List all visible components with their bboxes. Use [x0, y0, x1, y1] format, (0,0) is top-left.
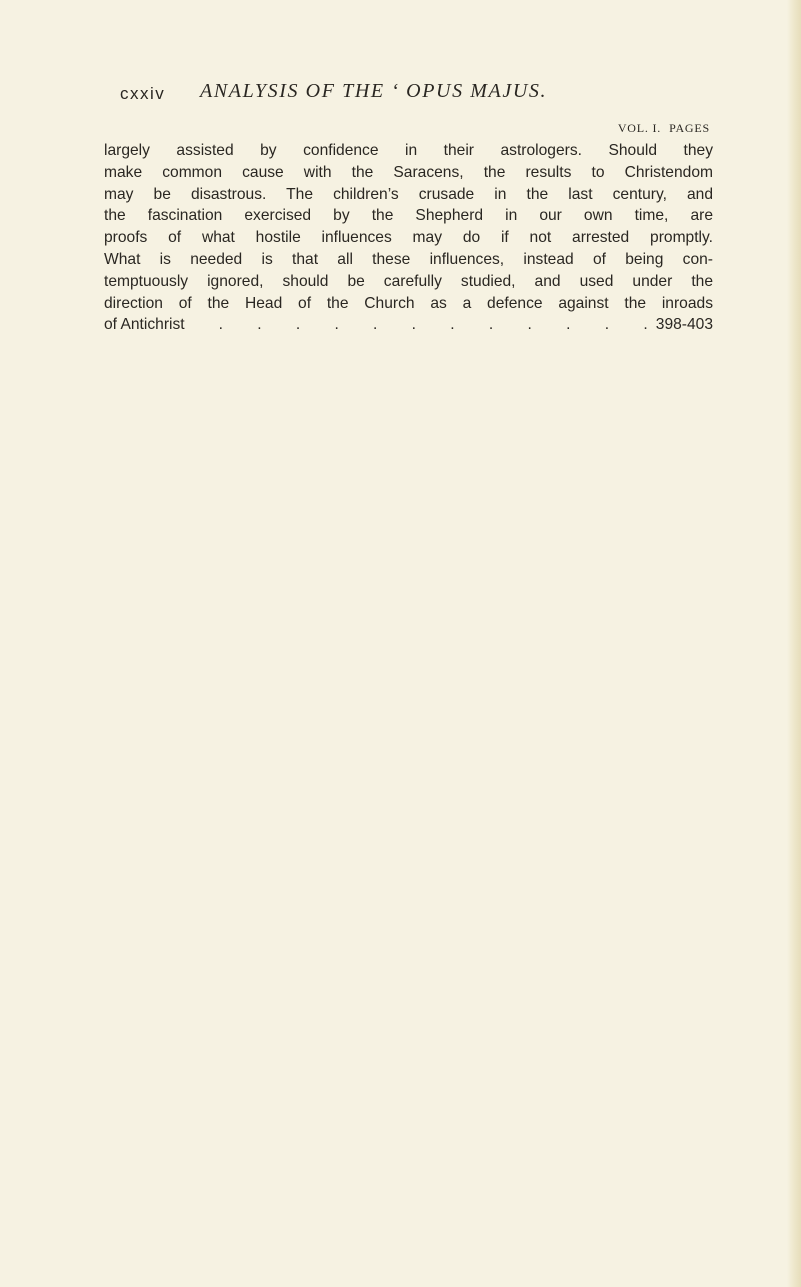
leader-dot: . — [643, 316, 648, 334]
pages-label: PAGES — [669, 121, 710, 135]
text-line: direction of the Head of the Church as a defence against the inroads — [104, 294, 713, 312]
running-head — [120, 80, 720, 110]
volume-label: VOL. I. — [617, 121, 662, 135]
leader-dot: . — [488, 316, 494, 334]
leader-dot: . — [218, 316, 223, 334]
leader-dot: . — [527, 316, 532, 334]
entry-final-line — [104, 314, 713, 336]
text-line: proofs of what hostile influences may do if not arrested promptly. — [104, 229, 713, 247]
leader-dot: . — [450, 316, 455, 334]
leader-dot: . — [604, 316, 610, 334]
text-line: make common cause with the Saracens, the results to Christendom — [104, 163, 713, 181]
text-line: temptuously ignored, should be carefully studied, and used under the — [104, 272, 713, 290]
text-line: largely assisted by confidence in their astrologers. Should they — [104, 142, 713, 159]
body-text — [104, 140, 713, 336]
leader-dot: . — [373, 316, 378, 334]
leader-dot: . — [411, 316, 416, 334]
leader-dot: . — [334, 316, 339, 334]
text-line: may be disastrous. The children’s crusade in the last century, and — [104, 185, 713, 203]
entry-final-text: of Antichrist — [104, 316, 185, 334]
page-range: 398-403 — [655, 316, 713, 334]
page-edge — [787, 0, 801, 1287]
dot-leaders — [185, 314, 656, 336]
leader-dot: . — [566, 316, 571, 334]
text-line: the fascination exercised by the Shepherd in our own time, are — [104, 207, 713, 225]
text-line: What is needed is that all these influences, instead of being con- — [104, 250, 713, 268]
leader-dot: . — [257, 316, 262, 334]
leader-dot: . — [295, 316, 301, 334]
column-head — [560, 121, 710, 136]
page-number: cxxiv — [120, 84, 166, 103]
running-title: ANALYSIS OF THE ‘ OPUS MAJUS. — [200, 80, 548, 102]
